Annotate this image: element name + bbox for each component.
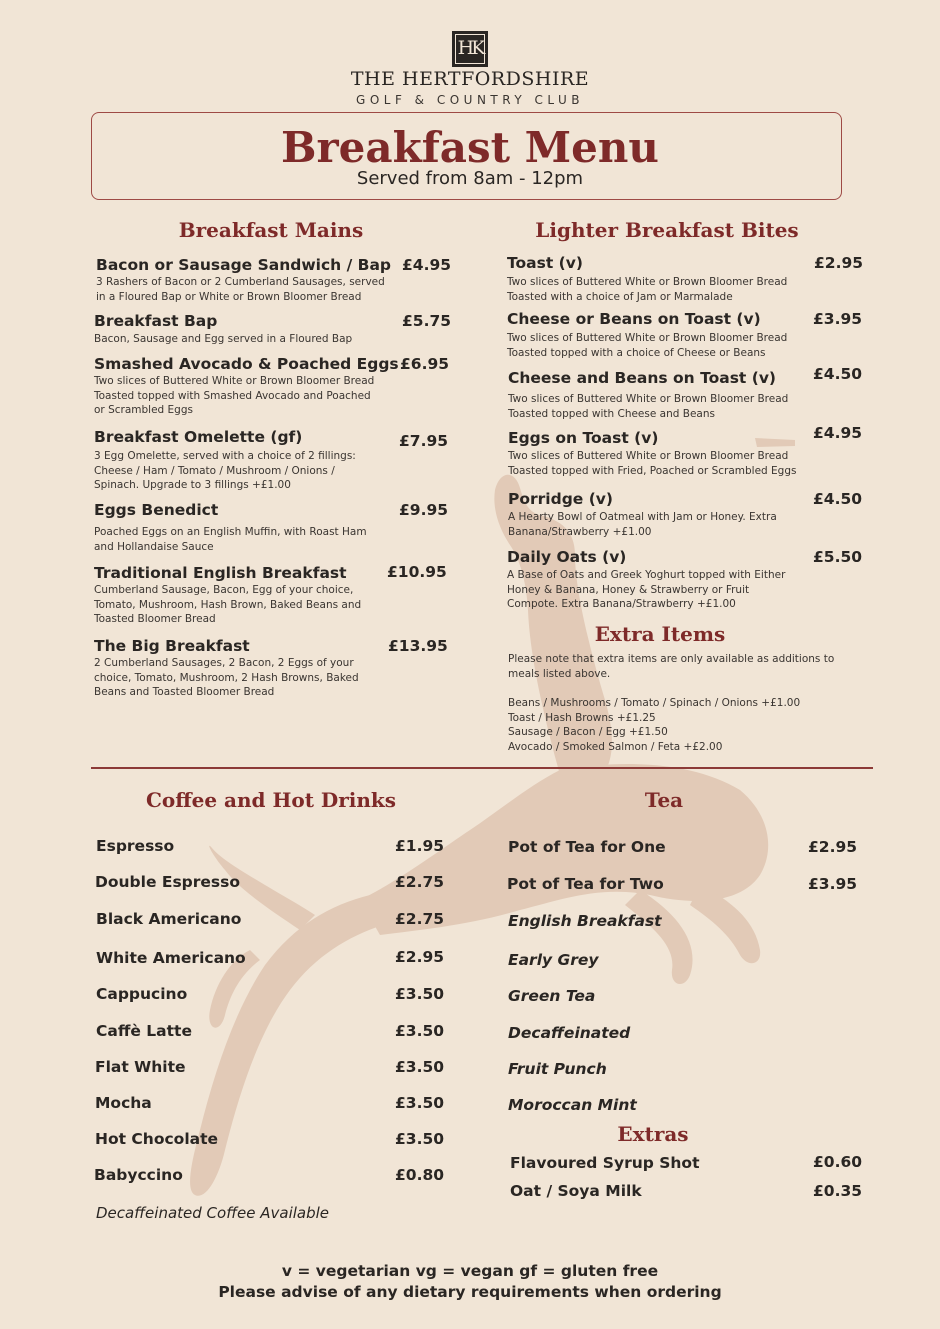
lighter-item-name: Porridge (v) xyxy=(508,490,613,508)
coffee-item-price: £3.50 xyxy=(395,1022,445,1040)
lighter-item-name: Cheese and Beans on Toast (v) xyxy=(508,369,777,387)
tea-variety: Early Grey xyxy=(508,951,599,969)
coffee-item-price: £3.50 xyxy=(395,1130,445,1148)
tea-variety: Decaffeinated xyxy=(508,1024,631,1042)
mains-item-price: £6.95 xyxy=(400,355,450,373)
lighter-item-price: £3.95 xyxy=(813,310,863,328)
tea-variety: Green Tea xyxy=(508,987,596,1005)
mains-item-price: £5.75 xyxy=(402,312,452,330)
tea-variety: Moroccan Mint xyxy=(508,1096,637,1114)
coffee-item-name: White Americano xyxy=(96,949,246,967)
coffee-item-name: Flat White xyxy=(95,1058,186,1076)
tea-pot-name: Pot of Tea for Two xyxy=(507,875,664,893)
coffee-item-name: Cappucino xyxy=(96,985,188,1003)
mains-item-name: Breakfast Omelette (gf) xyxy=(94,428,303,446)
page-title: Breakfast Menu xyxy=(281,123,659,172)
mains-item-price: £9.95 xyxy=(399,501,449,519)
extra-items-heading: Extra Items xyxy=(594,622,726,646)
coffee-item-price: £3.50 xyxy=(395,1094,445,1112)
mains-item-price: £13.95 xyxy=(388,637,448,655)
mains-heading: Breakfast Mains xyxy=(178,218,364,242)
tea-heading: Tea xyxy=(644,788,684,812)
tea-pot-price: £3.95 xyxy=(808,875,858,893)
coffee-item-name: Babyccino xyxy=(94,1166,183,1184)
coffee-item-price: £2.75 xyxy=(395,910,445,928)
mains-item-name: The Big Breakfast xyxy=(94,637,250,655)
lighter-item-price: £2.95 xyxy=(814,254,864,272)
mains-item-desc: 3 Egg Omelette, served with a choice of 2 fillings: Cheese / Ham / Tomato / Mushroom / Onions / Spinach. Upgrade to 3 fillings +£1.00 xyxy=(94,450,356,492)
tea-variety: Fruit Punch xyxy=(508,1060,607,1078)
extra-items-note: Please note that extra items are only available as additions to meals listed above. xyxy=(508,653,835,680)
tea-pot-name: Pot of Tea for One xyxy=(508,838,666,856)
lighter-item-name: Daily Oats (v) xyxy=(507,548,627,566)
coffee-item-name: Black Americano xyxy=(96,910,242,928)
mains-item-price: £10.95 xyxy=(387,563,447,581)
mains-item-desc: Cumberland Sausage, Bacon, Egg of your choice, Tomato, Mushroom, Hash Brown, Baked Beans and Toasted Bloomer Bread xyxy=(94,584,362,626)
coffee-item-price: £1.95 xyxy=(395,837,445,855)
mains-item-desc: Two slices of Buttered White or Brown Bloomer Bread Toasted topped with Smashed Avocado and Poached or Scrambled Eggs xyxy=(94,375,375,417)
lighter-heading: Lighter Breakfast Bites xyxy=(535,218,799,242)
coffee-item-name: Mocha xyxy=(95,1094,152,1112)
club-subtitle: GOLF & COUNTRY CLUB xyxy=(356,93,584,107)
extras-heading: Extras xyxy=(617,1122,689,1146)
served-hours: Served from 8am - 12pm xyxy=(356,168,584,189)
mains-item-name: Eggs Benedict xyxy=(94,501,219,519)
coffee-item-name: Caffè Latte xyxy=(96,1022,192,1040)
lighter-item-price: £4.95 xyxy=(813,424,863,442)
lighter-item-name: Cheese or Beans on Toast (v) xyxy=(507,310,761,328)
lighter-item-desc: Two slices of Buttered White or Brown Bloomer Bread Toasted topped with a choice of Cheese or Beans xyxy=(507,332,788,359)
lighter-item-desc: Two slices of Buttered White or Brown Bloomer Bread Toasted topped with Cheese and Beans xyxy=(508,393,789,420)
section-divider xyxy=(91,767,873,769)
lighter-item-price: £5.50 xyxy=(813,548,863,566)
mains-item-desc: Poached Eggs on an English Muffin, with Roast Ham and Hollandaise Sauce xyxy=(94,526,367,553)
coffee-item-price: £0.80 xyxy=(395,1166,445,1184)
coffee-item-price: £2.95 xyxy=(395,948,445,966)
lighter-item-desc: A Hearty Bowl of Oatmeal with Jam or Honey. Extra Banana/Strawberry +£1.00 xyxy=(508,511,777,538)
extra-item-line: Toast / Hash Browns +£1.25 xyxy=(508,711,656,724)
lighter-item-desc: A Base of Oats and Greek Yoghurt topped with Either Honey & Banana, Honey & Strawberry or Fruit Compote. Extra Banana/Strawberry +£1.00 xyxy=(507,569,786,611)
tea-variety: English Breakfast xyxy=(508,912,662,930)
coffee-item-price: £2.75 xyxy=(395,873,445,891)
coffee-item-price: £3.50 xyxy=(395,1058,445,1076)
mains-item-name: Breakfast Bap xyxy=(94,312,218,330)
tea-pot-price: £2.95 xyxy=(808,838,858,856)
coffee-item-name: Hot Chocolate xyxy=(95,1130,219,1148)
extras-item-name: Flavoured Syrup Shot xyxy=(510,1154,700,1172)
extras-item-price: £0.60 xyxy=(813,1153,863,1171)
mains-item-price: £4.95 xyxy=(402,256,452,274)
lighter-item-name: Eggs on Toast (v) xyxy=(508,429,659,447)
mains-item-price: £7.95 xyxy=(399,432,449,450)
lighter-item-desc: Two slices of Buttered White or Brown Bloomer Bread Toasted with a choice of Jam or Marmalade xyxy=(507,276,788,303)
mains-item-name: Traditional English Breakfast xyxy=(94,564,347,582)
extra-item-line: Avocado / Smoked Salmon / Feta +£2.00 xyxy=(508,741,723,754)
coffee-item-name: Double Espresso xyxy=(95,873,241,891)
lighter-item-price: £4.50 xyxy=(813,365,863,383)
extra-item-line: Beans / Mushrooms / Tomato / Spinach / Onions +£1.00 xyxy=(508,697,801,709)
extra-items-list xyxy=(508,696,800,755)
extras-item-price: £0.35 xyxy=(813,1182,863,1200)
club-logo-icon: HK xyxy=(452,31,488,67)
mains-item-desc: 2 Cumberland Sausages, 2 Bacon, 2 Eggs of your choice, Tomato, Mushroom, 2 Hash Browns, Baked Beans and Toasted Bloomer Bread xyxy=(94,657,359,699)
lighter-item-desc: Two slices of Buttered White or Brown Bloomer Bread Toasted topped with Fried, Poached or Scrambled Eggs xyxy=(508,450,797,477)
extra-item-line: Sausage / Bacon / Egg +£1.50 xyxy=(508,726,668,739)
decaf-note: Decaffeinated Coffee Available xyxy=(96,1204,330,1222)
dietary-advice: Please advise of any dietary requirements when ordering xyxy=(218,1283,722,1301)
mains-item-desc: 3 Rashers of Bacon or 2 Cumberland Sausages, served in a Floured Bap or White or Brown Bloomer Bread xyxy=(96,276,385,303)
mains-item-name: Bacon or Sausage Sandwich / Bap xyxy=(96,256,392,274)
mains-item-desc: Bacon, Sausage and Egg served in a Floured Bap xyxy=(94,333,353,345)
coffee-item-price: £3.50 xyxy=(395,985,445,1003)
dietary-key: v = vegetarian vg = vegan gf = gluten free xyxy=(281,1262,659,1280)
lighter-item-price: £4.50 xyxy=(813,490,863,508)
club-name: THE HERTFORDSHIRE xyxy=(350,68,590,90)
mains-item-name: Smashed Avocado & Poached Eggs xyxy=(94,355,399,373)
coffee-heading: Coffee and Hot Drinks xyxy=(145,788,397,812)
extras-item-name: Oat / Soya Milk xyxy=(510,1182,642,1200)
coffee-item-name: Espresso xyxy=(96,837,175,855)
lighter-item-name: Toast (v) xyxy=(507,254,583,272)
